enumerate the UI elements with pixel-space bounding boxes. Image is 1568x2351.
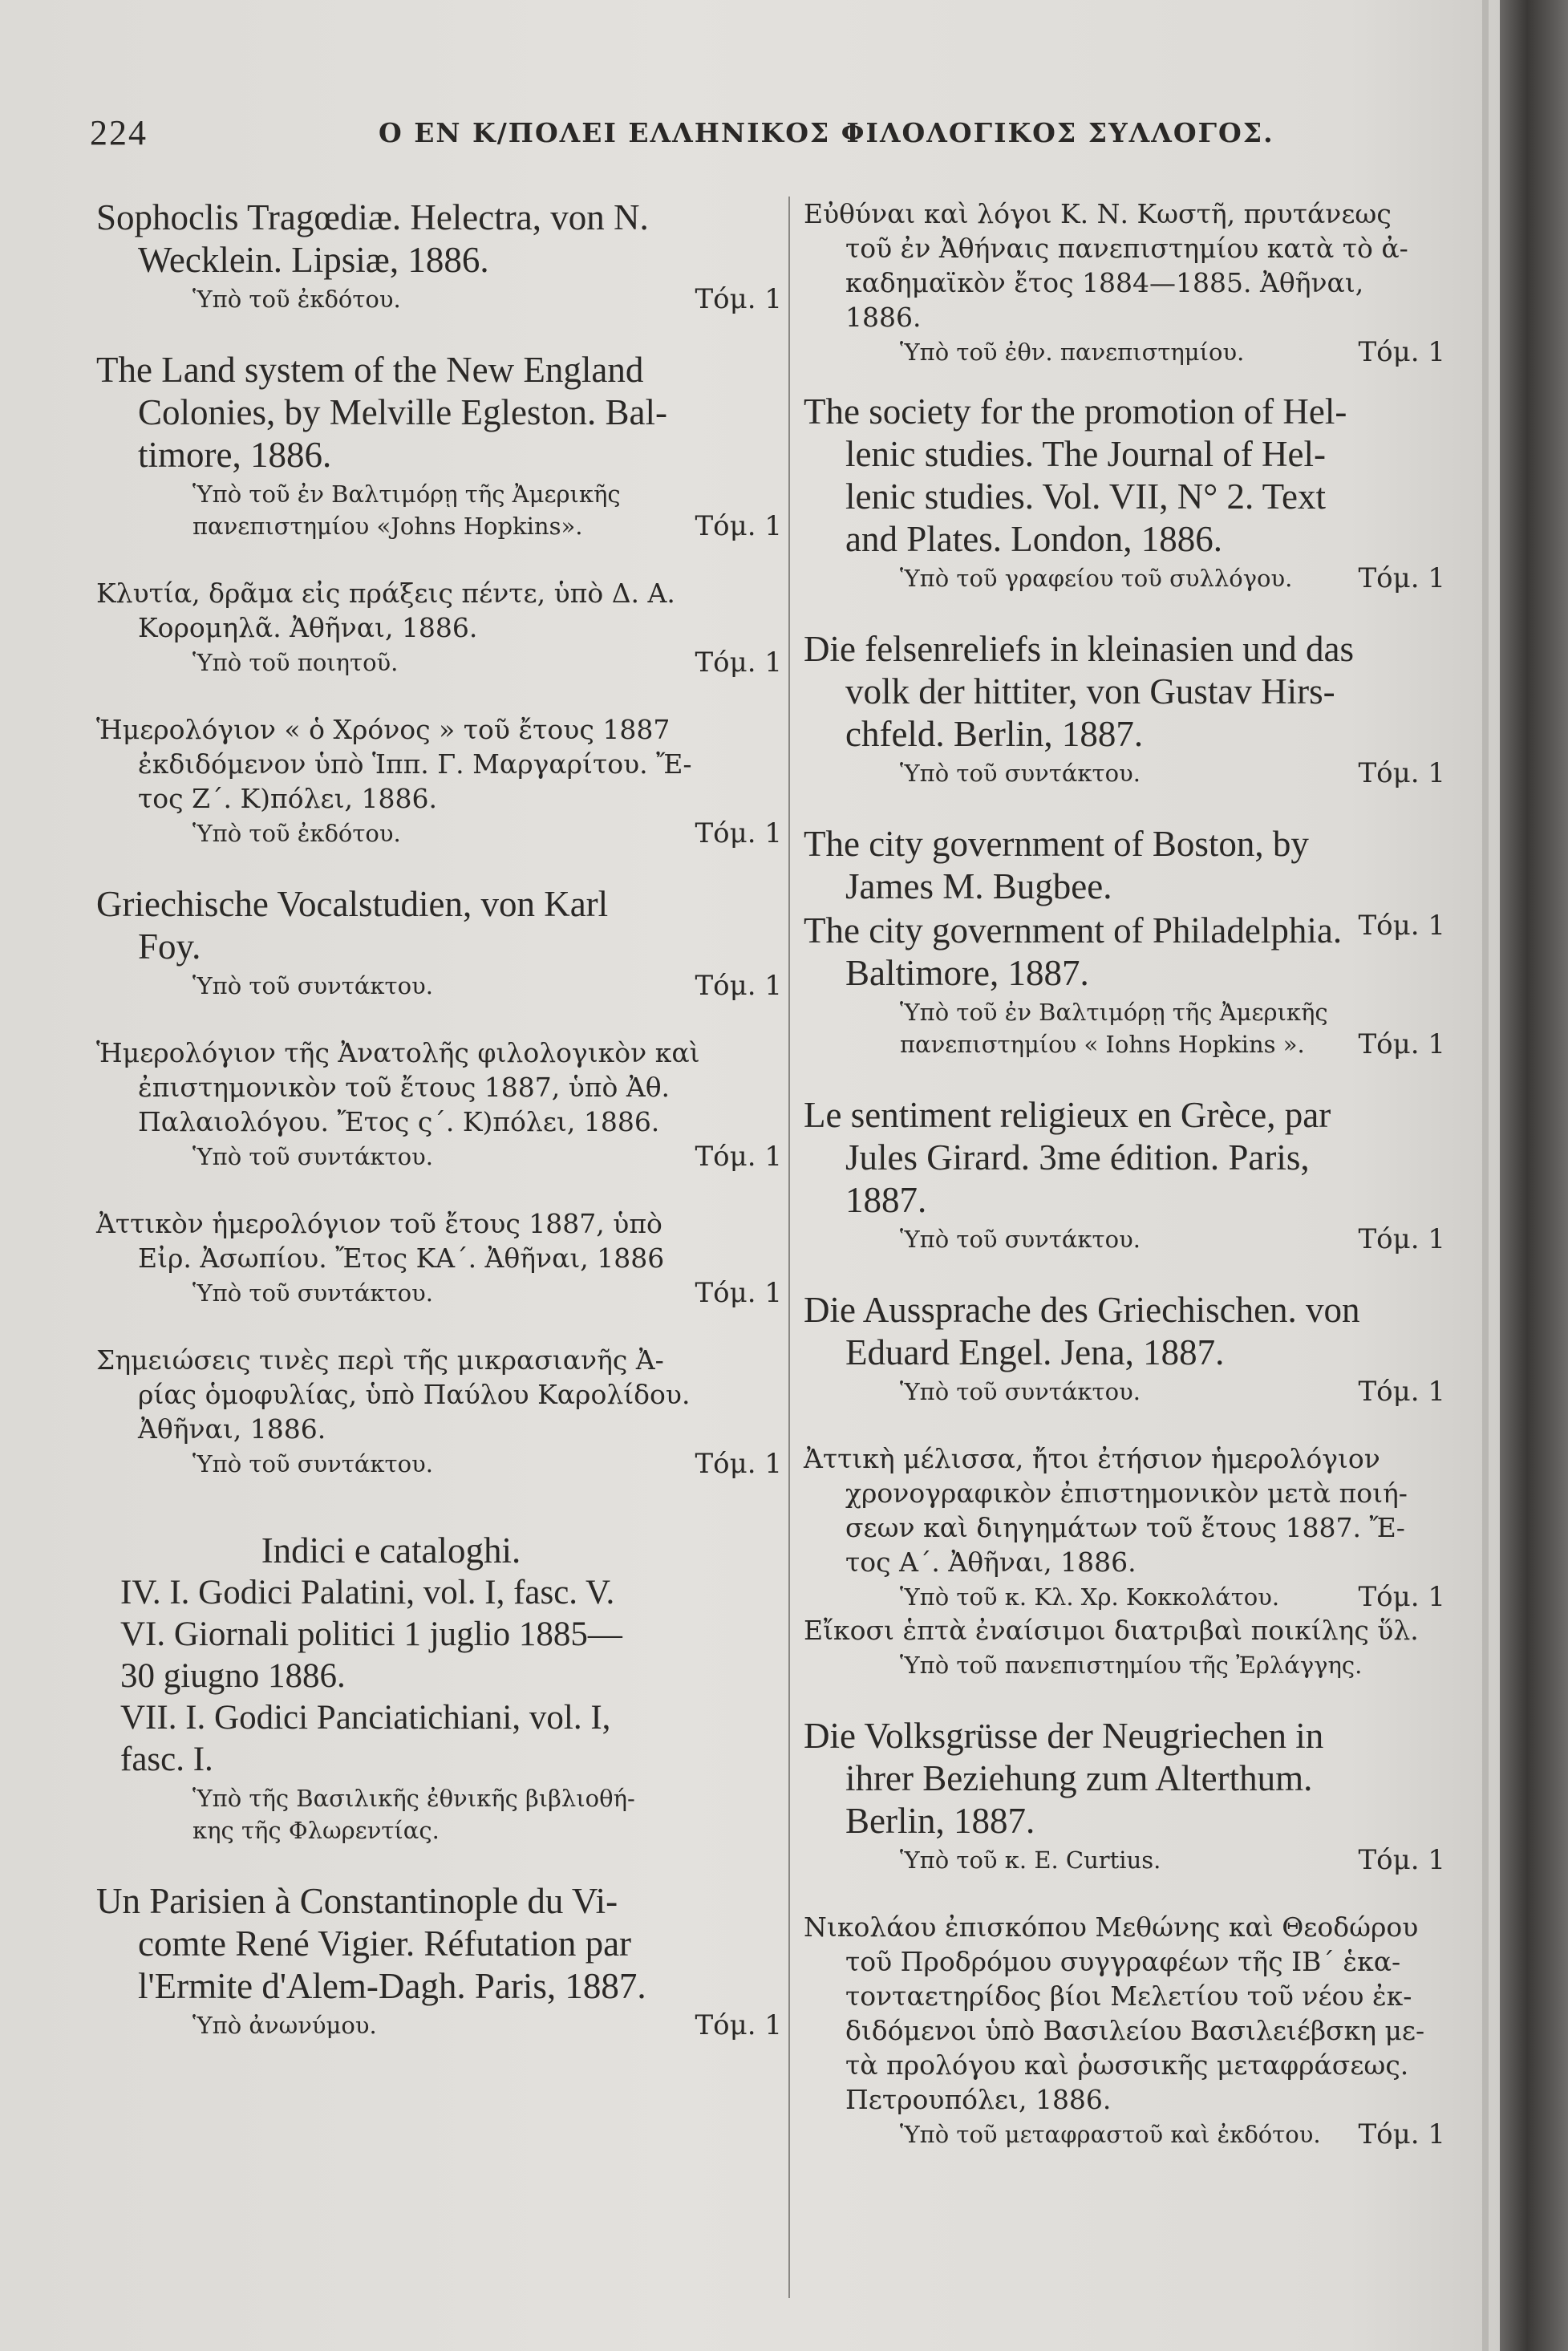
list-item — [804, 1715, 1445, 1876]
list-item — [96, 197, 782, 315]
indici-heading: Indici e cataloghi. — [261, 1530, 521, 1571]
page-number: 224 — [90, 113, 148, 152]
entry-title: The city government of Philadelphia. Baltimore, 1887. — [804, 910, 1343, 993]
entry-donor: Ὑπὸ τοῦ ἐκδότου. — [192, 286, 401, 313]
list-item — [96, 1206, 782, 1309]
entry-title: Ἀττικὸν ἡμερολόγιον τοῦ ἔτους 1887, ὑπὸ Εἰρ. Ἀσωπίου. Ἔτος ΚΑ΄. Ἀθῆναι, 1886 — [96, 1208, 665, 1274]
list-item — [96, 576, 782, 679]
entry-volume: Τόμ. 1 — [1358, 757, 1445, 789]
list-item — [96, 1036, 782, 1173]
entry-title: Die felsenreliefs in kleinasien und das volk der hittiter, von Gustav Hirs- chfeld. Berlin, 1887. — [804, 629, 1355, 754]
indici-donor: Ὑπὸ τῆς Βασιλικῆς ἐθνικῆς βιβλιοθή- κης τῆς Φλωρεντίας. — [192, 1785, 635, 1844]
book-spine-shadow — [1500, 0, 1568, 2351]
list-item — [804, 391, 1445, 594]
list-item — [96, 349, 782, 542]
entry-title: Sophoclis Tragœdiæ. Helectra, von N. Wecklein. Lipsiæ, 1886. — [96, 197, 649, 280]
running-title: Ο ΕΝ Κ/ΠΟΛΕΙ ΕΛΛΗΝΙΚΟΣ ΦΙΛΟΛΟΓΙΚΟΣ ΣΥΛΛΟΓΟΣ. — [379, 117, 1274, 148]
list-item — [804, 1613, 1445, 1681]
entry-donor: Ὑπὸ τοῦ κ. Κλ. Χρ. Κοκκολάτου. — [900, 1583, 1280, 1611]
indici-line: VII. I. Godici Panciatichiani, vol. I, fasc. I. — [120, 1699, 611, 1778]
entry-donor: Ὑπὸ τοῦ κ. E. Curtius. — [900, 1846, 1161, 1874]
page-header — [90, 112, 1453, 160]
list-item — [804, 197, 1445, 368]
entry-title: Ἡμερολόγιον « ὁ Χρόνος » τοῦ ἔτους 1887 ἐκδιδόμενον ὑπὸ Ἱππ. Γ. Μαργαρίτου. Ἔ- τος Ζ΄. Κ)πόλει, 1886. — [96, 714, 692, 814]
entry-donor: Ὑπὸ τοῦ συντάκτου. — [900, 760, 1141, 787]
list-item — [96, 1880, 782, 2041]
list-item — [804, 823, 1445, 942]
list-item — [804, 1094, 1445, 1255]
entry-donor: Ὑπὸ τοῦ ποιητοῦ. — [192, 649, 399, 676]
list-item — [804, 628, 1445, 789]
entry-title: Die Volksgrüsse der Neugriechen in ihrer Beziehung zum Alterthum. Berlin, 1887. — [804, 1716, 1324, 1841]
list-item — [96, 883, 782, 1002]
entry-volume: Τόμ. 1 — [1358, 1223, 1445, 1255]
entry-title: Εἴκοσι ἑπτὰ ἐναίσιμοι διατριβαὶ ποικίλης ὕλ. — [804, 1615, 1419, 1646]
entry-donor: Ὑπὸ τοῦ συντάκτου. — [192, 1143, 433, 1170]
entry-title: Εὐθύναι καὶ λόγοι Κ. Ν. Κωστῆ, πρυτάνεως τοῦ ἐν Ἀθήναις πανεπιστημίου κατὰ τὸ ἀ- καδημαϊκὸν ἔτος 1884—1885. Ἀθῆναι, 1886. — [804, 198, 1408, 333]
indici-block — [96, 1530, 782, 1846]
entry-volume: Τόμ. 1 — [695, 817, 782, 849]
entry-volume: Τόμ. 1 — [1358, 1581, 1445, 1613]
entry-donor: Ὑπὸ τοῦ συντάκτου. — [192, 1450, 433, 1477]
left-column — [96, 197, 782, 2041]
entry-title: Die Aussprache des Griechischen. von Eduard Engel. Jena, 1887. — [804, 1290, 1360, 1372]
entry-donor: Ὑπὸ τοῦ συντάκτου. — [900, 1378, 1141, 1405]
right-column — [804, 197, 1445, 2150]
entry-donor: Ὑπὸ τοῦ μεταφραστοῦ καὶ ἐκδότου. — [900, 2121, 1321, 2148]
entry-volume: Τόμ. 1 — [695, 510, 782, 542]
page-edge-line — [1482, 0, 1489, 2351]
indici-line: VI. Giornali politici 1 juglio 1885— 30 giugno 1886. — [120, 1615, 622, 1695]
entry-volume: Τόμ. 1 — [695, 1141, 782, 1173]
list-item — [804, 1910, 1445, 2150]
list-item — [96, 712, 782, 849]
entry-title: Griechische Vocalstudien, von Karl Foy. — [96, 884, 609, 967]
entry-donor: Ὑπὸ τοῦ ἐκδότου. — [192, 820, 401, 847]
entry-donor: Ὑπὸ ἀνωνύμου. — [192, 2012, 377, 2039]
entry-title: Νικολάου ἐπισκόπου Μεθώνης καὶ Θεοδώρου τοῦ Προδρόμου συγγραφέων τῆς ΙΒ΄ ἑκα- τονταετηρίδος βίοι Μελετίου τοῦ νέου ἐκ- διδόμενοι ὑπὸ Βασιλείου Βασιλειέβσκη με- τὰ προλόγου καὶ ῥωσσικῆς μεταφράσεως. Πετρουπόλει, 1886. — [804, 1911, 1425, 2115]
entry-volume: Τόμ. 1 — [1358, 910, 1445, 942]
entry-volume: Τόμ. 1 — [695, 1277, 782, 1309]
entry-title: The Land system of the New England Colonies, by Melville Egleston. Bal- timore, 1886. — [96, 350, 667, 475]
entry-volume: Τόμ. 1 — [1358, 336, 1445, 368]
indici-line: IV. I. Godici Palatini, vol. I, fasc. V. — [120, 1574, 615, 1611]
entry-volume: Τόμ. 1 — [695, 1448, 782, 1480]
entry-donor: Ὑπὸ τοῦ συντάκτου. — [192, 972, 433, 999]
entry-title: The city government of Boston, by James M. Bugbee. — [804, 824, 1309, 906]
entry-volume: Τόμ. 1 — [1358, 1376, 1445, 1408]
entry-title: Σημειώσεις τινὲς περὶ τῆς μικρασιανῆς Ἀ- ρίας ὁμοφυλίας, ὑπὸ Παύλου Καρολίδου. Ἀθῆναι, 1886. — [96, 1344, 691, 1445]
entry-volume: Τόμ. 1 — [1358, 562, 1445, 594]
entry-donor: Ὑπὸ τοῦ συντάκτου. — [900, 1226, 1141, 1253]
entry-title: Κλυτία, δρᾶμα εἰς πράξεις πέντε, ὑπὸ Δ. Α. Κορομηλᾶ. Ἀθῆναι, 1886. — [96, 578, 675, 643]
entry-donor: Ὑπὸ τοῦ ἐν Βαλτιμόρῃ τῆς Ἀμερικῆς πανεπιστημίου «Johns Hopkins». — [192, 480, 621, 540]
entry-donor: Ὑπὸ τοῦ πανεπιστημίου τῆς Ἐρλάγγης. — [900, 1652, 1363, 1679]
entry-volume: Τόμ. 1 — [695, 647, 782, 679]
entry-title: Ἡμερολόγιον τῆς Ἀνατολῆς φιλολογικὸν καὶ ἐπιστημονικὸν τοῦ ἔτους 1887, ὑπὸ Ἀθ. Παλαιολόγου. Ἔτος ς΄. Κ)πόλει, 1886. — [96, 1037, 700, 1137]
list-item — [804, 1289, 1445, 1408]
entry-title: Le sentiment religieux en Grèce, par Jules Girard. 3me édition. Paris, 1887. — [804, 1095, 1331, 1220]
entry-donor: Ὑπὸ τοῦ συντάκτου. — [192, 1279, 433, 1307]
list-item — [804, 910, 1445, 1060]
entry-donor: Ὑπὸ τοῦ ἐν Βαλτιμόρῃ τῆς Ἀμερικῆς πανεπιστημίου « Iohns Hopkins ». — [900, 999, 1328, 1058]
entry-title: Ἀττικὴ μέλισσα, ἤτοι ἐτήσιον ἡμερολόγιον χρονογραφικὸν ἐπιστημονικὸν μετὰ ποιή- σεων καὶ διηγημάτων τοῦ ἔτους 1887. Ἔ- τος Α΄. Ἀθῆναι, 1886. — [804, 1443, 1408, 1578]
entry-volume: Τόμ. 1 — [695, 283, 782, 315]
list-item — [804, 1441, 1445, 1613]
entry-volume: Τόμ. 1 — [1358, 1844, 1445, 1876]
entry-volume: Τόμ. 1 — [695, 970, 782, 1002]
entry-volume: Τόμ. 1 — [1358, 1028, 1445, 1060]
entry-donor: Ὑπὸ τοῦ γραφείου τοῦ συλλόγου. — [900, 565, 1293, 592]
column-divider — [788, 197, 790, 2298]
entry-title: The society for the promotion of Hel- lenic studies. The Journal of Hel- lenic studies. Vol. VII, N° 2. Text and Plates. London, 1886. — [804, 391, 1347, 559]
entry-donor: Ὑπὸ τοῦ ἐθν. πανεπιστημίου. — [900, 338, 1245, 366]
entry-volume: Τόμ. 1 — [695, 2009, 782, 2041]
entry-title: Un Parisien à Constantinople du Vi- comte René Vigier. Réfutation par l'Ermite d'Alem-Dagh. Paris, 1887. — [96, 1881, 646, 2006]
entry-volume: Τόμ. 1 — [1358, 2118, 1445, 2150]
list-item — [96, 1343, 782, 1480]
